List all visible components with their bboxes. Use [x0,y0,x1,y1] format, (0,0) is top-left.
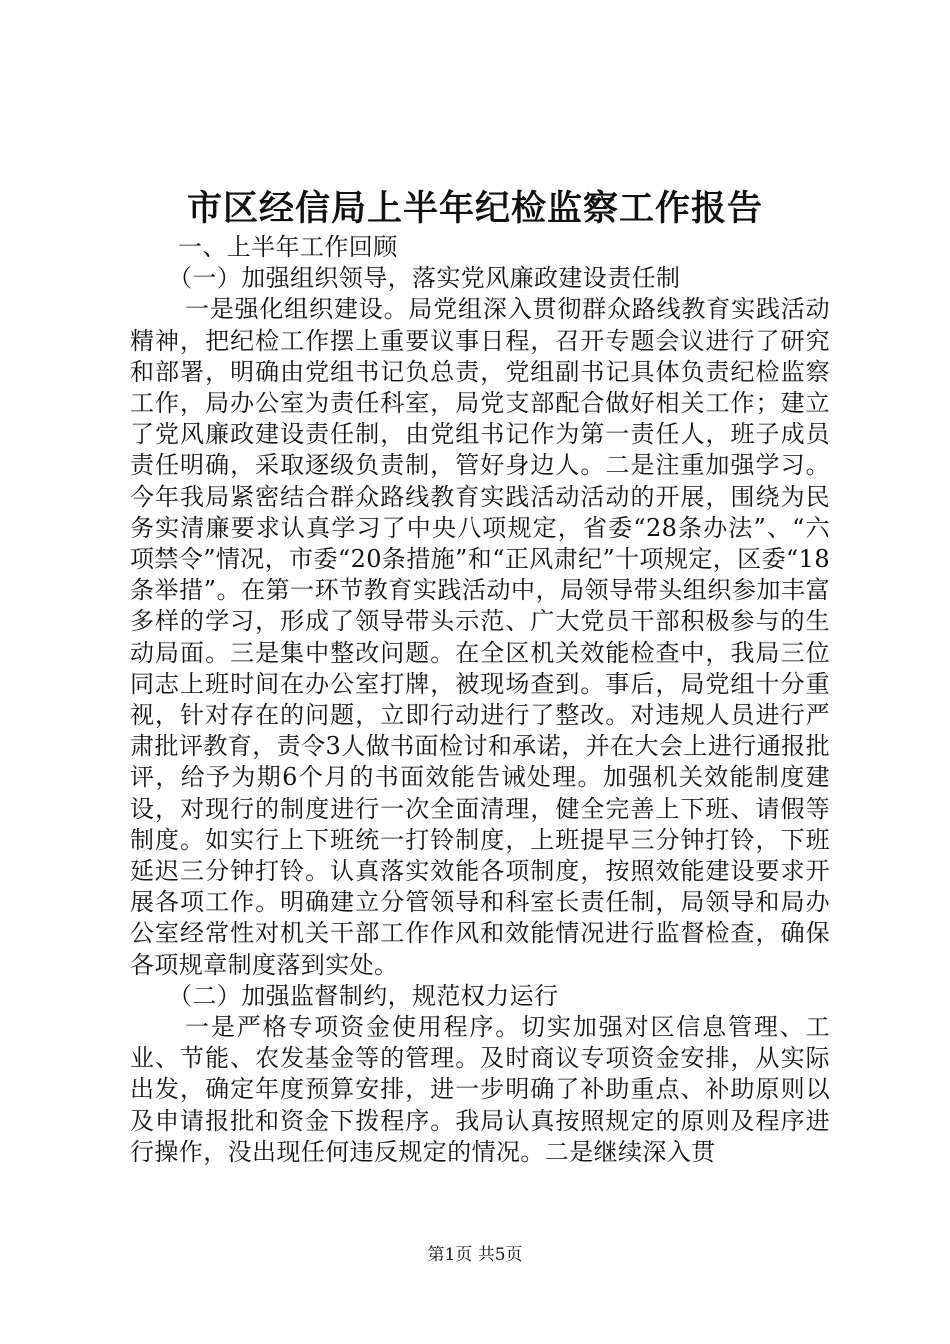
subsection-heading: （二）加强监督制约，规范权力运行 [168,981,559,1010]
body-paragraph: 一是严格专项资金使用程序。切实加强对区信息管理、工业、节能、农发基金等的管理。及时商议专项资金安排，从实际出发，确定年度预算安排，进一步明确了补助重点、补助原则以及申请报批和资金下拨程序。我局认真按照规定的原则及程序进行操作，没出现任何违反规定的情况。二是继续深入贯 [130,1013,830,1166]
section-heading: 一、上半年工作回顾 [178,233,398,261]
document-body [130,232,830,1168]
document-title: 市区经信局上半年纪检监察工作报告 [186,188,763,229]
subsection-heading: （一）加强组织领导，落实党风廉政建设责任制 [168,264,681,293]
page-footer: 第1页 共5页 [427,1245,523,1265]
body-paragraph: 一是强化组织建设。局党组深入贯彻群众路线教育实践活动精神，把纪检工作摆上重要议事日程，召开专题会议进行了研究和部署，明确由党组书记负总责，党组副书记具体负责纪检监察工作，局办公室为责任科室，局党支部配合做好相关工作；建立了党风廉政建设责任制，由党组书记作为第一责任人，班子成员责任明确，采取逐级负责制，管好身边人。二是注重加强学习。今年我局紧密结合群众路线教育实践活动活动的开展，围绕为民务实清廉要求认真学习了中央八项规定，省委“28条办法”、“六项禁令”情况，市委“20条措施”和“正风肃纪”十项规定，区委“18条举措”。在第一环节教育实践活动中，局领导带头组织参加丰富多样的学习，形成了领导带头示范、广大党员干部积极参与的生动局面。三是集中整改问题。在全区机关效能检查中，我局三位同志上班时间在办公室打牌，被现场查到。事后，局党组十分重视，针对存在的问题，立即行动进行了整改。对违规人员进行严肃批评教育，责令3人做书面检讨和承诺，并在大会上进行通报批评，给予为期6个月的书面效能告诫处理。加强机关效能制度建设，对现行的制度进行一次全面清理，健全完善上下班、请假等制度。如实行上下班统一打铃制度，上班提早三分钟打铃，下班延迟三分钟打铃。认真落实效能各项制度，按照效能建设要求开展各项工作。明确建立分管领导和科室长责任制，局领导和局办公室经常性对机关干部工作作风和效能情况进行监督检查，确保各项规章制度落到实处。 [130,295,830,979]
